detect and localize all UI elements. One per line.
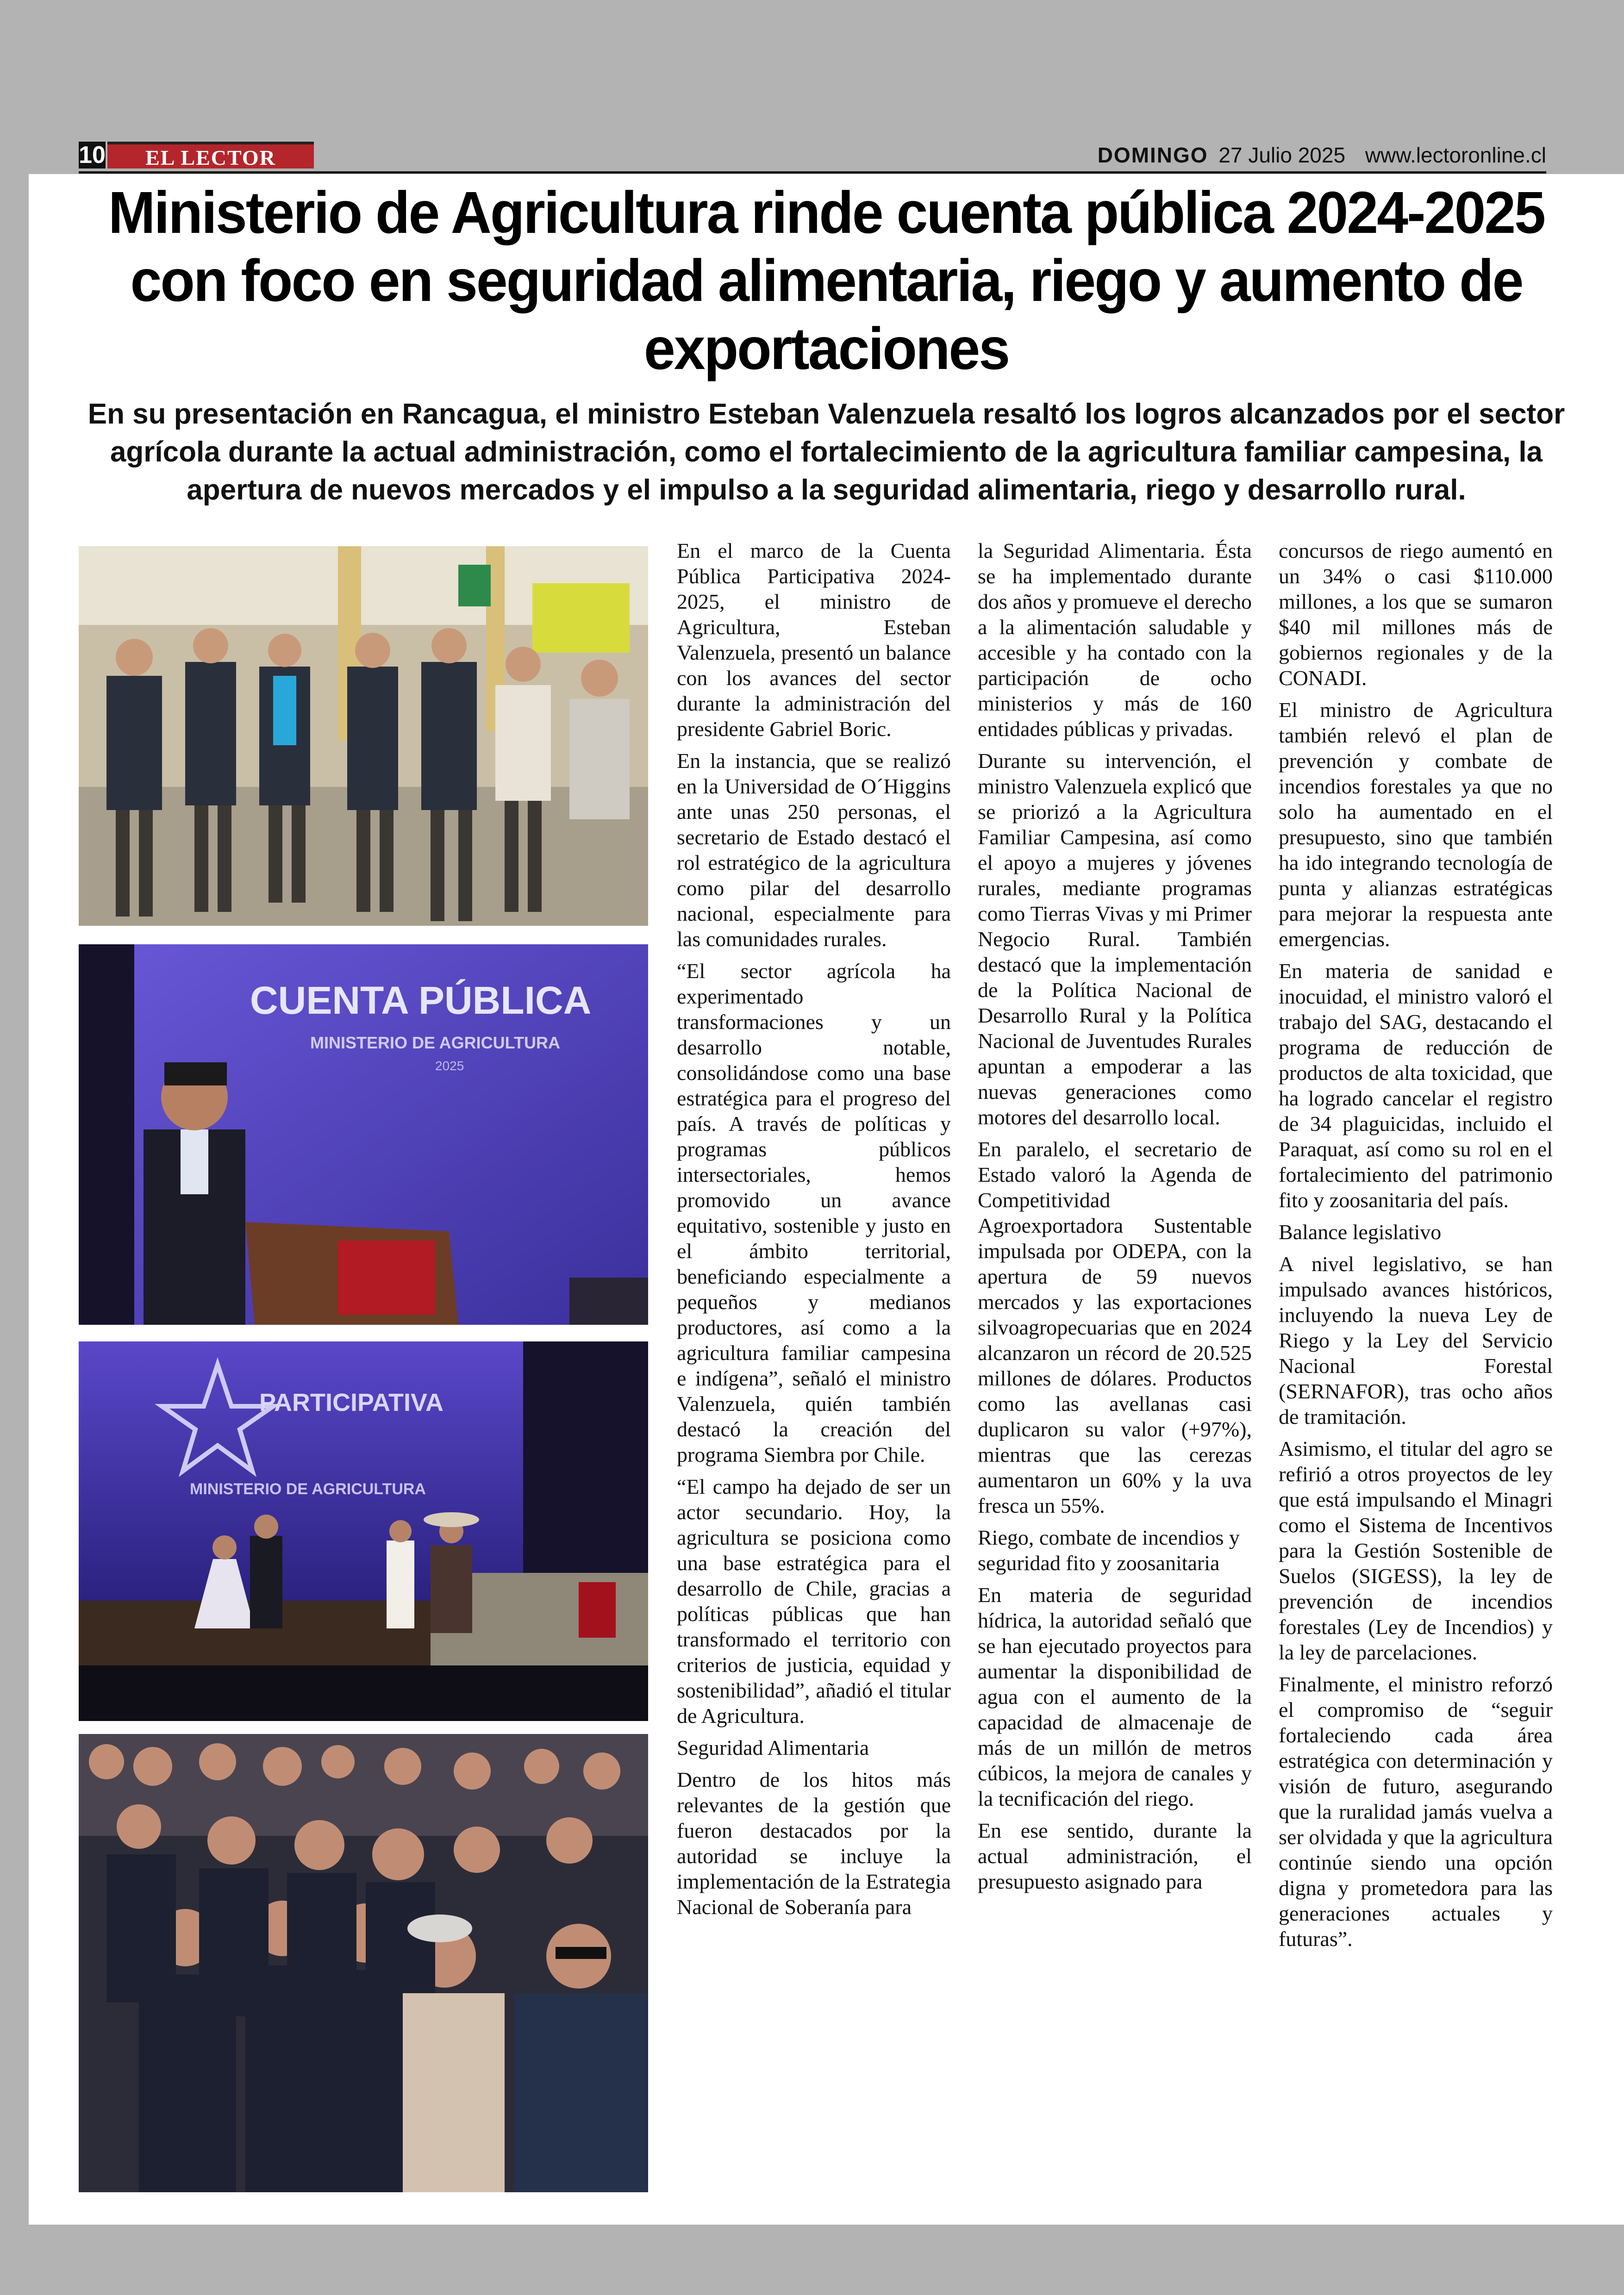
paragraph: “El campo ha dejado de ser un actor secundario. Hoy, la agricultura se posiciona como una base estratégica para el desarrollo de Chile, gracias a políticas públicas que han transformado el territorio con criterios de justicia, equidad y sostenibilidad”, añadió el titular de Agricultura. [677,1475,951,1727]
photo-audience [79,1734,648,2192]
paragraph: En materia de sanidad e inocuidad, el ministro valoró el trabajo del SAG, destacando el programa de reducción de productos de alta toxicidad, que ha logrado cancelar el registro de 34 plaguicidas, incluido el Paraquat, así como su rol en el fortalecimiento del patrimonio fito y zoosanitaria del país. [1279,959,1553,1212]
article-lede: En su presentación en Rancagua, el ministro Esteban Valenzuela resaltó los logros alcanzados por el sector agrícola durante la actual administración, como el fortalecimiento de la agricultura familiar campesina, la apertura de nuevos mercados y el impulso a la seguridad alimentaria, riego y desarrollo rural. [87,398,1565,506]
header-rule [79,171,1546,174]
paragraph: concursos de riego aumentó en un 34% o casi $110.000 millones, a los que se sumaron $40 mil millones más de gobiernos regionales y de la CONADI. [1279,539,1553,690]
page-number: 10 [79,142,106,168]
paragraph: “El sector agrícola ha experimentado transformaciones y un desarrollo notable, consolidándose como una base estratégica para el progreso del país. A través de políticas y programas públicos intersectoriales, hemos promovido un avance equitativo, sostenible y justo en el ámbito territorial, beneficiando especialmente a pequeños y medianos productores, así como a la agricultura familiar campesina e indígena”, señaló el ministro Valenzuela, quién también destacó la creación del programa Siembra por Chile. [677,959,951,1466]
paragraph: Dentro de los hitos más relevantes de la gestión que fueron destacados por la autoridad se incluye la implementación de la Estrategia Nacional de Soberanía para [677,1768,951,1919]
subheading: Seguridad Alimentaria [677,1736,869,1759]
screen-subtitle: MINISTERIO DE AGRICULTURA [190,1480,426,1498]
page-header [79,139,1546,171]
paragraph: A nivel legislativo, se han impulsado avances históricos, incluyendo la nueva Ley de Riego y la Ley del Servicio Nacional Forestal (SERNAFOR), tras ocho años de tramitación. [1279,1252,1553,1428]
paragraph: En ese sentido, durante la actual administración, el presupuesto asignado para [978,1819,1252,1893]
paragraph: Finalmente, el ministro reforzó el compromiso de “seguir fortaleciendo cada área estratégica con determinación y visión de futuro, asegurando que la ruralidad jamás vuelva a ser olvidada y que la agricultura continúe siendo una opción digna y prometedora para las generaciones actuales y futuras”. [1279,1672,1553,1951]
article-column-1 [677,538,951,1926]
newspaper-logo: EL LECTOR [107,142,314,168]
screen-year: 2025 [435,1059,464,1073]
paragraph: la Seguridad Alimentaria. Ésta se ha implementado durante dos años y promueve el derecho a la alimentación saludable y accesible y ha contado con la participación de ocho ministerios y más de 160 entidades públicas y privadas. [978,539,1252,741]
article-column-2 [978,538,1252,1901]
screen-title: CUENTA PÚBLICA [250,979,592,1022]
article-column-3 [1279,538,1553,1958]
newspaper-page [29,174,1624,2225]
subheading: Balance legislativo [1279,1220,1442,1244]
paragraph: En el marco de la Cuenta Pública Participativa 2024-2025, el ministro de Agricultura, Esteban Valenzuela, presentó un balance con los avances del sector durante la administración del presidente Gabriel Boric. [677,539,951,741]
paragraph: En paralelo, el secretario de Estado valoró la Agenda de Competitividad Agroexportadora Sustentable impulsada por ODEPA, con la apertura de 59 nuevos mercados y las exportaciones silvoagropecuarias que en 2024 alcanzaron un récord de 20.525 millones de dólares. Productos como las avellanas casi duplicaron su valor (+97%), mientras que las cerezas aumentaron un 60% y la uva fresca un 55%. [978,1137,1252,1517]
paragraph: Durante su intervención, el ministro Valenzuela explicó que se priorizó a la Agricultura Familiar Campesina, así como el apoyo a mujeres y jóvenes rurales, mediante programas como Tierras Vivas y mi Primer Negocio Rural. También destacó que la implementación de la Política Nacional de Desarrollo Rural y la Política Nacional de Juventudes Rurales apuntan a empoderar a las nuevas generaciones como motores del desarrollo local. [978,749,1252,1129]
photo-group-visit [79,546,648,926]
paragraph: En materia de seguridad hídrica, la autoridad señaló que se han ejecutado proyectos para aumentar la disponibilidad de agua con el aumento de la capacidad de almacenaje de más de un millón de metros cúbicos, la mejora de canales y la tecnificación del riego. [978,1583,1252,1810]
paragraph: Asimismo, el titular del agro se refirió a otros proyectos de ley que está impulsando el Minagri como el Sistema de Incentivos para la Gestión Sostenible de Suelos (SIGESS), la ley de prevención de incendios forestales (Ley de Incendios) y la ley de parcelaciones. [1279,1437,1553,1664]
dateline-website[interactable]: www.lectoronline.cl [1365,143,1546,167]
article-headline: Ministerio de Agricultura rinde cuenta pública 2024-2025 con foco en seguridad alimentaria, riego y aumento de exportaciones [108,179,1545,382]
screen-subtitle: MINISTERIO DE AGRICULTURA [310,1033,560,1052]
photo-stage-dance [79,1341,648,1721]
dateline-date: 27 Julio 2025 [1218,143,1346,167]
photo-minister-podium [79,944,648,1325]
subheading: Riego, combate de incendios y seguridad fito y zoosanitaria [978,1526,1240,1575]
paragraph: El ministro de Agricultura también relevó el plan de prevención y combate de incendios forestales ya que no solo ha aumentado en el presupuesto, sino que también ha ido integrando tecnología de punta y alianzas estratégicas para mejorar la respuesta ante emergencias. [1279,698,1553,951]
paragraph: En la instancia, que se realizó en la Universidad de O´Higgins ante unas 250 personas, el secretario de Estado destacó el rol estratégico de la agricultura como pilar del desarrollo nacional, especialmente para las comunidades rurales. [677,749,951,951]
screen-title: PARTICIPATIVA [259,1389,443,1416]
dateline [1098,143,1546,168]
dateline-day: DOMINGO [1097,143,1208,167]
